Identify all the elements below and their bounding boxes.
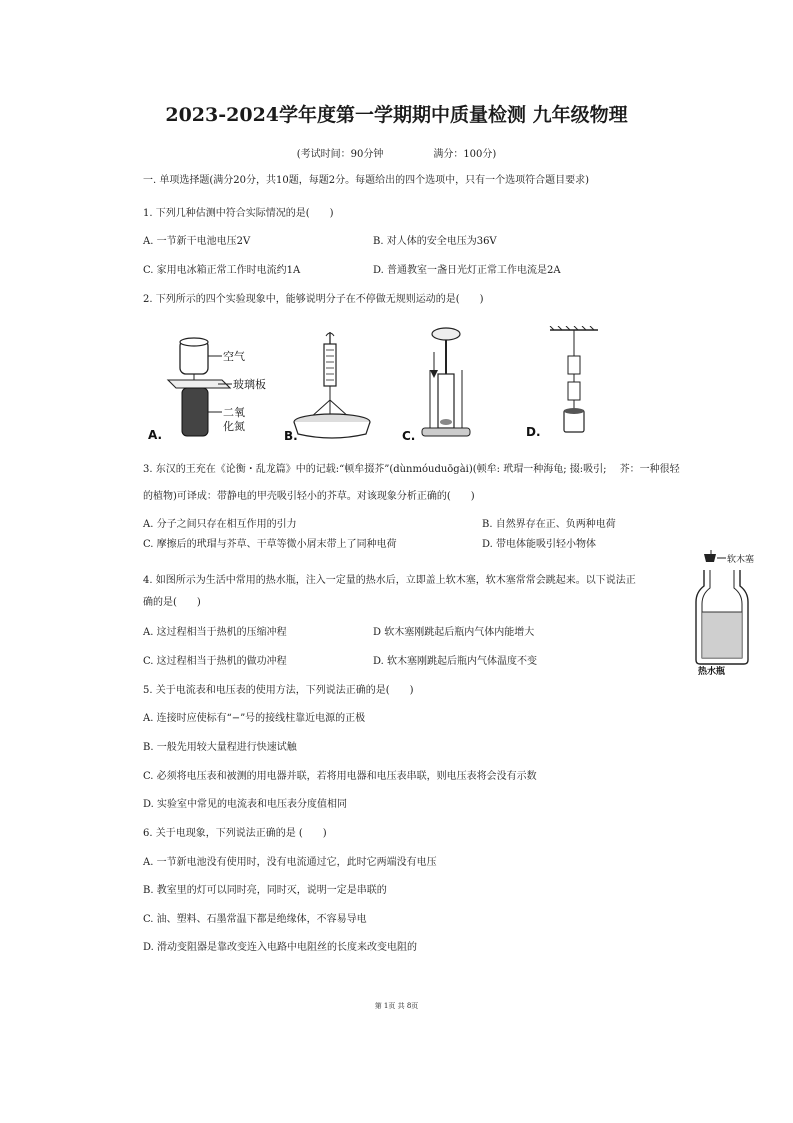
fig-label-d: D. <box>526 425 541 439</box>
q4-option-b: D 软木塞刚跳起后瓶内气体内能增大 <box>373 627 535 638</box>
exam-info: (考试时间：90分钟 满分：100分) <box>296 149 497 160</box>
q6-option-a: A. 一节新电池没有使用时，没有电流通过它，此时它两端没有电压 <box>143 857 437 868</box>
q4-option-a: A. 这过程相当于热机的压缩冲程 <box>143 627 287 638</box>
fig-label-b: B. <box>284 429 298 443</box>
q3-line2: 的植物)可译成：带静电的甲壳吸引轻小的芥草。对该现象分析正确的( ) <box>143 491 475 502</box>
q1-option-a: A. 一节新干电池电压2V <box>143 236 251 247</box>
q1-option-d: D. 普通教室一盏日光灯正常工作电流是2A <box>373 265 561 276</box>
q2-stem: 2. 下列所示的四个实验现象中，能够说明分子在不停做无规则运动的是( ) <box>143 294 484 305</box>
q4-option-d: D. 软木塞刚跳起后瓶内气体温度不变 <box>373 656 538 667</box>
q6-option-d: D. 滑动变阻器是靠改变连入电路中电阻丝的长度来改变电阻的 <box>143 942 418 953</box>
q6-option-c: C. 油、塑料、石墨常温下都是绝缘体，不容易导电 <box>143 914 367 925</box>
label-cork: 软木塞 <box>727 555 755 565</box>
q4-option-c: C. 这过程相当于热机的做功冲程 <box>143 656 287 667</box>
q5-option-d: D. 实验室中常见的电流表和电压表分度值相同 <box>143 799 348 810</box>
label-thermos: 热水瓶 <box>698 667 726 676</box>
q1-stem: 1. 下列几种估测中符合实际情况的是( ) <box>143 208 334 219</box>
q2-figure-b <box>282 330 382 444</box>
label-no2-2: 化氮 <box>223 420 245 433</box>
label-glass: 玻璃板 <box>233 378 266 391</box>
section-heading: 一. 单项选择题(满分20分，共10题，每题2分。每题给出的四个选项中，只有一个选项符合题目要求) <box>143 175 589 186</box>
q6-stem: 6. 关于电现象，下列说法正确的是 ( ) <box>143 828 327 839</box>
q2-figure-c <box>400 326 490 444</box>
q3-option-b: B. 自然界存在正、负两种电荷 <box>482 519 616 530</box>
q3-option-a: A. 分子之间只存在相互作用的引力 <box>143 519 297 530</box>
q4-line2: 确的是( ) <box>143 597 201 608</box>
page-title: 2023-2024学年度第一学期期中质量检测 九年级物理 <box>165 104 628 126</box>
q1-option-b: B. 对人体的安全电压为36V <box>373 236 497 247</box>
q5-option-c: C. 必须将电压表和被测的用电器并联，若将用电器和电压表串联，则电压表将会没有示数 <box>143 771 537 782</box>
page-footer: 第 1页 共 8页 <box>374 1002 419 1010</box>
q6-option-b: B. 教室里的灯可以同时亮，同时灭，说明一定是串联的 <box>143 885 387 896</box>
q5-stem: 5. 关于电流表和电压表的使用方法，下列说法正确的是( ) <box>143 685 414 696</box>
q2-figure-d <box>520 326 600 444</box>
fig-label-a: A. <box>148 428 163 442</box>
q5-option-b: B. 一般先用较大量程进行快速试触 <box>143 742 297 753</box>
q4-line1: 4. 如图所示为生活中常用的热水瓶，注入一定量的热水后，立即盖上软木塞，软木塞常常会跳起来。以下说法正 <box>143 575 636 586</box>
q2-figure-a <box>140 332 275 444</box>
thermos-figure <box>690 548 766 676</box>
label-air: 空气 <box>223 350 245 363</box>
q3-option-c: C. 摩擦后的玳瑁与芥草、干草等微小屑末带上了同种电荷 <box>143 539 397 550</box>
q3-line1: 3. 东汉的王充在《论衡・乱龙篇》中的记载:“顿牟掇芥”(dùnmóuduōgài)(顿牟: 玳瑁一种海龟; 掇:吸引; 芥：一种很轻 <box>143 464 680 475</box>
q3-option-d: D. 带电体能吸引轻小物体 <box>482 539 597 550</box>
label-no2-1: 二氧 <box>223 406 245 419</box>
fig-label-c: C. <box>402 429 416 443</box>
q5-option-a: A. 连接时应使标有“−”号的接线柱靠近电源的正极 <box>143 713 366 724</box>
q1-option-c: C. 家用电冰箱正常工作时电流约1A <box>143 265 301 276</box>
